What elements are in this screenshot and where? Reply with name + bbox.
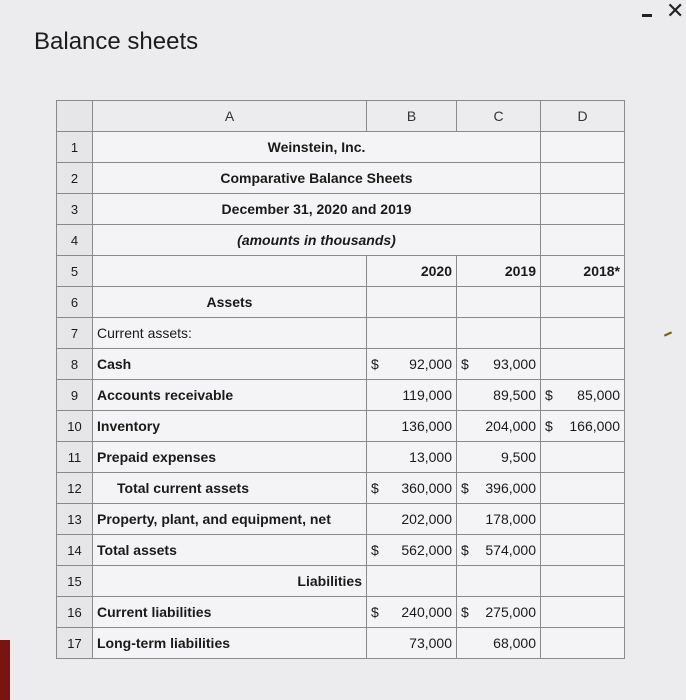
currency-symbol: $ xyxy=(461,604,469,620)
cell[interactable] xyxy=(457,566,541,597)
value-cell[interactable]: 89,500 xyxy=(457,380,541,411)
line-label[interactable]: Cash xyxy=(93,349,367,380)
value: 92,000 xyxy=(409,356,452,372)
value: 562,000 xyxy=(401,542,452,558)
decorative-mark xyxy=(664,331,672,336)
statement-units[interactable]: (amounts in thousands) xyxy=(93,225,541,256)
value: 360,000 xyxy=(401,480,452,496)
line-label[interactable]: Total current assets xyxy=(93,473,367,504)
value-cell[interactable]: 9,500 xyxy=(457,442,541,473)
company-name[interactable]: Weinstein, Inc. xyxy=(93,132,541,163)
cell[interactable] xyxy=(457,318,541,349)
section-label[interactable]: Assets xyxy=(93,287,367,318)
edge-bar xyxy=(0,640,10,700)
cell[interactable] xyxy=(541,473,625,504)
value-cell[interactable] xyxy=(367,535,457,566)
value-cell[interactable]: 204,000 xyxy=(457,411,541,442)
row-number[interactable]: 9 xyxy=(57,380,93,411)
row-number[interactable]: 17 xyxy=(57,628,93,659)
cell[interactable] xyxy=(541,194,625,225)
cell[interactable] xyxy=(367,318,457,349)
value-cell[interactable]: 136,000 xyxy=(367,411,457,442)
spreadsheet xyxy=(56,100,625,659)
row-number[interactable]: 6 xyxy=(57,287,93,318)
cell[interactable] xyxy=(541,628,625,659)
line-label[interactable]: Inventory xyxy=(93,411,367,442)
row-number[interactable]: 2 xyxy=(57,163,93,194)
cell[interactable] xyxy=(541,535,625,566)
line-label[interactable]: Total assets xyxy=(93,535,367,566)
value-cell[interactable] xyxy=(541,380,625,411)
row-number[interactable]: 8 xyxy=(57,349,93,380)
value-cell[interactable] xyxy=(457,535,541,566)
currency-symbol: $ xyxy=(371,604,379,620)
cell[interactable] xyxy=(541,597,625,628)
cell[interactable] xyxy=(541,349,625,380)
cell[interactable] xyxy=(457,287,541,318)
corner-cell[interactable] xyxy=(57,101,93,132)
cell[interactable] xyxy=(541,225,625,256)
cell[interactable] xyxy=(367,287,457,318)
value-cell[interactable]: 73,000 xyxy=(367,628,457,659)
cell[interactable] xyxy=(541,163,625,194)
currency-symbol: $ xyxy=(461,356,469,372)
cell[interactable] xyxy=(541,504,625,535)
cell[interactable] xyxy=(367,566,457,597)
line-label[interactable]: Current assets: xyxy=(93,318,367,349)
value: 85,000 xyxy=(577,387,620,403)
currency-symbol: $ xyxy=(371,542,379,558)
value-cell[interactable] xyxy=(457,349,541,380)
cell[interactable] xyxy=(541,287,625,318)
currency-symbol: $ xyxy=(461,542,469,558)
col-header-b[interactable]: B xyxy=(367,101,457,132)
value-cell[interactable] xyxy=(367,473,457,504)
value-cell[interactable]: 13,000 xyxy=(367,442,457,473)
col-header-c[interactable]: C xyxy=(457,101,541,132)
page-title: Balance sheets xyxy=(34,28,199,55)
year-header[interactable]: 2019 xyxy=(457,256,541,287)
value-cell[interactable] xyxy=(457,597,541,628)
line-label[interactable]: Accounts receivable xyxy=(93,380,367,411)
currency-symbol: $ xyxy=(545,387,553,403)
line-label[interactable]: Prepaid expenses xyxy=(93,442,367,473)
minimize-icon[interactable] xyxy=(642,14,652,17)
section-label[interactable]: Liabilities xyxy=(93,566,367,597)
row-number[interactable]: 3 xyxy=(57,194,93,225)
row-number[interactable]: 12 xyxy=(57,473,93,504)
row-number[interactable]: 13 xyxy=(57,504,93,535)
line-label[interactable]: Current liabilities xyxy=(93,597,367,628)
currency-symbol: $ xyxy=(371,356,379,372)
value: 396,000 xyxy=(485,480,536,496)
row-number[interactable]: 14 xyxy=(57,535,93,566)
year-header[interactable]: 2018* xyxy=(541,256,625,287)
currency-symbol: $ xyxy=(545,418,553,434)
value: 574,000 xyxy=(485,542,536,558)
row-number[interactable]: 11 xyxy=(57,442,93,473)
col-header-d[interactable]: D xyxy=(541,101,625,132)
value-cell[interactable]: 202,000 xyxy=(367,504,457,535)
row-number[interactable]: 4 xyxy=(57,225,93,256)
cell[interactable] xyxy=(541,442,625,473)
row-number[interactable]: 5 xyxy=(57,256,93,287)
cell[interactable] xyxy=(541,566,625,597)
row-number[interactable]: 1 xyxy=(57,132,93,163)
value-cell[interactable] xyxy=(541,411,625,442)
col-header-a[interactable]: A xyxy=(93,101,367,132)
value-cell[interactable] xyxy=(457,473,541,504)
value: 93,000 xyxy=(493,356,536,372)
cell[interactable] xyxy=(541,318,625,349)
currency-symbol: $ xyxy=(371,480,379,496)
value-cell[interactable]: 178,000 xyxy=(457,504,541,535)
value-cell[interactable] xyxy=(367,349,457,380)
value: 166,000 xyxy=(569,418,620,434)
value-cell[interactable] xyxy=(367,597,457,628)
year-header[interactable]: 2020 xyxy=(367,256,457,287)
row-number[interactable]: 7 xyxy=(57,318,93,349)
value-cell[interactable]: 119,000 xyxy=(367,380,457,411)
line-label[interactable]: Long-term liabilities xyxy=(93,628,367,659)
currency-symbol: $ xyxy=(461,480,469,496)
line-label[interactable]: Property, plant, and equipment, net xyxy=(93,504,367,535)
cell[interactable] xyxy=(93,256,367,287)
statement-title[interactable]: Comparative Balance Sheets xyxy=(93,163,541,194)
row-number[interactable]: 10 xyxy=(57,411,93,442)
row-number[interactable]: 16 xyxy=(57,597,93,628)
cell[interactable] xyxy=(541,132,625,163)
value: 275,000 xyxy=(485,604,536,620)
close-icon[interactable]: ✕ xyxy=(666,0,685,23)
value: 240,000 xyxy=(401,604,452,620)
row-number[interactable]: 15 xyxy=(57,566,93,597)
statement-date[interactable]: December 31, 2020 and 2019 xyxy=(93,194,541,225)
value-cell[interactable]: 68,000 xyxy=(457,628,541,659)
